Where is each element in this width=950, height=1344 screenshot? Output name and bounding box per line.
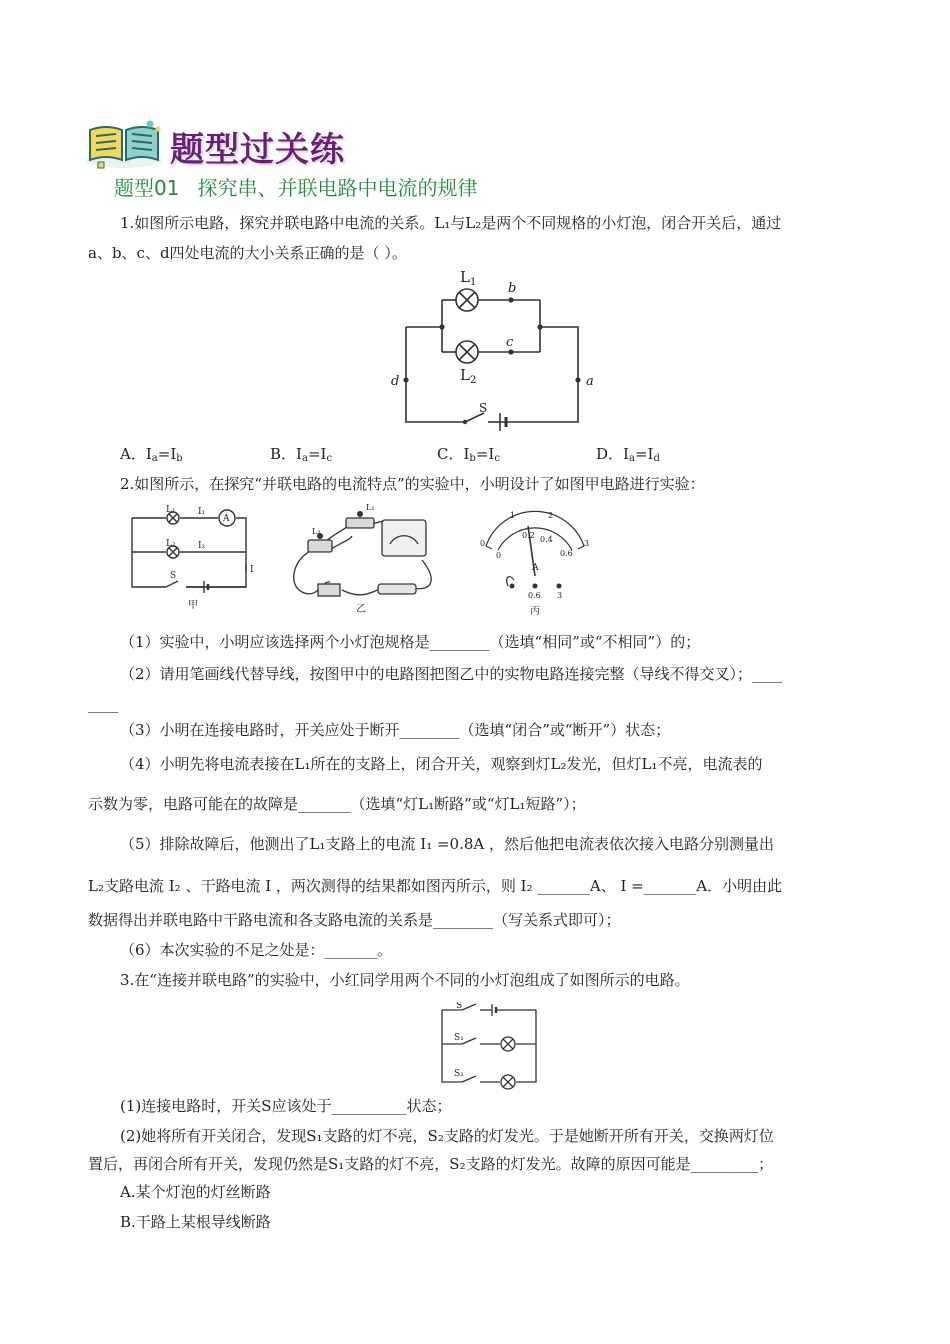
book-icon xyxy=(84,120,164,170)
banner-title: 题型过关练 xyxy=(170,130,345,170)
q2-part5-line3: 数据得出并联电路中干路电流和各支路电流的关系是________（写关系式即可）； xyxy=(88,911,621,929)
section-heading xyxy=(114,172,477,201)
q2-part4-line2: 示数为零，电路可能在的故障是_______（选填“灯L₁断路”或“灯L₁短路”）； xyxy=(88,795,586,813)
svg-text:S₂: S₂ xyxy=(454,1069,464,1079)
svg-text:0.6: 0.6 xyxy=(528,591,541,600)
svg-text:L₂: L₂ xyxy=(312,527,321,536)
svg-text:I₁: I₁ xyxy=(198,507,206,517)
svg-text:0: 0 xyxy=(480,539,486,548)
q1-point-c: c xyxy=(506,335,514,350)
q1-switch-label: S xyxy=(479,401,488,415)
q2-part6: （6）本次实验的不足之处是：_______。 xyxy=(120,941,393,959)
q1-option-c: C．$I_b=I_c$ xyxy=(437,445,500,464)
q2-part1: （1）实验中，小明应该选择两个小灯泡规格是________（选填“相同”或“不相同”）的； xyxy=(120,633,701,651)
q1-L2-label: $L_2$ xyxy=(460,366,477,386)
svg-text:0.2: 0.2 xyxy=(522,531,535,540)
svg-text:丙: 丙 xyxy=(530,606,540,617)
q1-circuit-diagram xyxy=(380,262,610,437)
q1-option-a: A．$I_a=I_b$ xyxy=(120,445,183,464)
svg-text:3: 3 xyxy=(584,539,590,548)
q3-option-b: B.干路上某根导线断路 xyxy=(120,1213,271,1231)
svg-text:A: A xyxy=(223,514,230,524)
q2-part5-line2: L₂支路电流 I₂ 、干路电流 I ，两次测得的结果都如图丙所示，则 I₂ _______A、 I =_______A．小明由此 xyxy=(88,877,783,895)
svg-text:2: 2 xyxy=(548,511,554,520)
svg-text:I₂: I₂ xyxy=(198,541,206,551)
q2-part2-line2: ____ xyxy=(88,695,118,713)
svg-text:S₁: S₁ xyxy=(454,1033,464,1043)
q1-point-a: a xyxy=(586,374,594,389)
q2-part2-line1: （2）请用笔画线代替导线，按图甲中的电路图把图乙中的实物电路连接完整（导线不得交叉）；____ xyxy=(120,665,783,683)
svg-text:S: S xyxy=(456,1002,463,1011)
q2-figure-yi xyxy=(282,500,462,618)
svg-text:I: I xyxy=(250,565,254,575)
q2-part3: （3）小明在连接电路时，开关应处于断开________（选填“闭合”或“断开”）状态； xyxy=(120,721,671,739)
q1-option-b: B．$I_a=I_c$ xyxy=(270,445,333,464)
q1-stem-line2: a、b、c、d四处电流的大小关系正确的是（ ）。 xyxy=(88,244,407,262)
svg-text:3: 3 xyxy=(557,591,563,600)
q2-figure-jia xyxy=(126,502,266,614)
svg-text:0.4: 0.4 xyxy=(540,535,553,544)
q3-part2-line1: (2)她将所有开关闭合，发现S₁支路的灯不亮，S₂支路的灯发光。于是她断开所有开关，交换两灯位 xyxy=(120,1127,774,1145)
svg-text:L₂: L₂ xyxy=(166,539,176,549)
q3-option-a: A.某个灯泡的灯丝断路 xyxy=(120,1183,271,1201)
q3-stem: 3.在“连接并联电路”的实验中，小红同学用两个不同的小灯泡组成了如图所示的电路。 xyxy=(120,971,690,989)
svg-text:乙: 乙 xyxy=(356,604,366,615)
q1-option-d: D．$I_a=I_d$ xyxy=(596,445,660,464)
q2-stem: 2.如图所示，在探究“并联电路的电流特点”的实验中，小明设计了如图甲电路进行实验： xyxy=(120,475,705,493)
svg-text:A: A xyxy=(532,563,539,573)
section-label: 题型01 xyxy=(114,176,180,200)
q3-circuit-diagram xyxy=(436,1002,546,1090)
svg-text:0: 0 xyxy=(496,551,502,560)
svg-text:S: S xyxy=(170,571,177,581)
q1-point-b: b xyxy=(508,281,517,296)
q1-point-d: d xyxy=(391,374,400,389)
svg-text:L₁: L₁ xyxy=(366,503,375,512)
svg-text:L₁: L₁ xyxy=(166,505,176,515)
svg-text:1: 1 xyxy=(510,511,516,520)
q3-part1: (1)连接电路时，开关S应该处于__________状态； xyxy=(120,1097,452,1115)
q2-figure-bing-ammeter xyxy=(472,502,602,620)
q2-part4-line1: （4）小明先将电流表接在L₁所在的支路上，闭合开关，观察到灯L₂发光，但灯L₁不亮，电流表的 xyxy=(120,755,763,773)
q1-stem-line1: 1.如图所示电路，探究并联电路中电流的关系。L₁与L₂是两个不同规格的小灯泡，闭合开关后，通过 xyxy=(120,214,782,232)
q1-L1-label: $L_1$ xyxy=(460,268,477,288)
q2-part5-line1: （5）排除故障后，他测出了L₁支路上的电流 I₁ =0.8A ，然后他把电流表依次接入电路分别测量出 xyxy=(120,835,775,853)
q3-part2-line2: 置后，再闭合所有开关，发现仍然是S₁支路的灯不亮，S₂支路的灯发光。故障的原因可能是_________； xyxy=(88,1155,774,1173)
svg-text:0.6: 0.6 xyxy=(560,549,573,558)
svg-text:甲: 甲 xyxy=(188,600,198,611)
section-title: 探究串、并联电路中电流的规律 xyxy=(197,176,478,200)
